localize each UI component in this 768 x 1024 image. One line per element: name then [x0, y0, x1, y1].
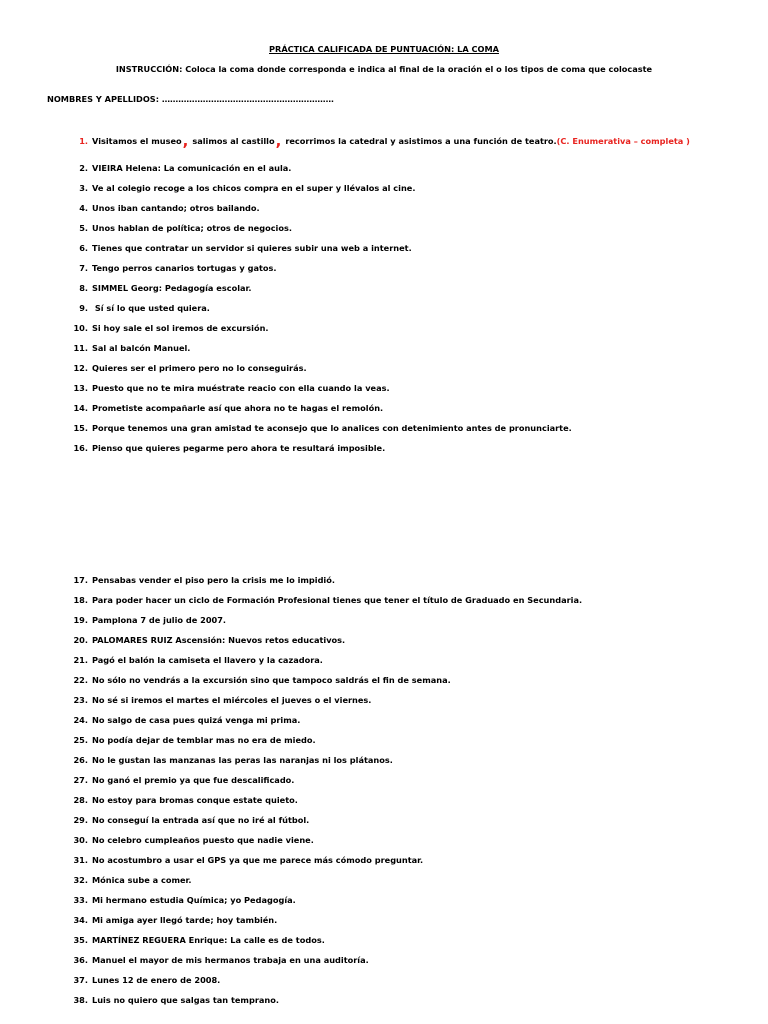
exercise-number: 2.	[79, 163, 88, 173]
exercise-sentence: Puesto que no te mira muéstrate reacio con ella cuando la veas.	[92, 383, 390, 393]
exercise-sentence: Pensabas vender el piso pero la crisis me lo impidió.	[92, 575, 335, 585]
exercise-sentence: Unos iban cantando; otros bailando.	[92, 203, 260, 213]
exercise-number: 27.	[73, 775, 88, 785]
exercise-item	[72, 615, 226, 625]
exercise-sentence: No salgo de casa pues quizá venga mi prima.	[92, 715, 301, 725]
exercise-sentence: Mi hermano estudia Química; yo Pedagogía.	[92, 895, 296, 905]
exercise-number: 19.	[73, 615, 88, 625]
exercise-number: 23.	[73, 695, 88, 705]
exercise-item	[72, 755, 393, 765]
example-answer: (C. Enumerativa – completa )	[556, 136, 690, 146]
exercise-number: 3.	[79, 183, 88, 193]
exercise-sentence: Si hoy sale el sol iremos de excursión.	[92, 323, 269, 333]
exercise-item	[72, 995, 279, 1005]
exercise-item	[72, 343, 190, 353]
exercise-sentence: No le gustan las manzanas las peras las naranjas ni los plátanos.	[92, 755, 393, 765]
exercise-item	[72, 303, 210, 313]
exercise-sentence: Sal al balcón Manuel.	[92, 343, 191, 353]
exercise-item	[72, 935, 325, 945]
exercise-sentence: Tengo perros canarios tortugas y gatos.	[92, 263, 277, 273]
exercise-item	[72, 635, 345, 645]
inserted-comma-2: ,	[275, 132, 282, 150]
exercise-number: 32.	[73, 875, 88, 885]
exercise-number: 16.	[73, 443, 88, 453]
exercise-item	[72, 163, 291, 173]
exercise-item	[72, 735, 316, 745]
example-segment-3: recorrimos la catedral y asistimos a una función de teatro.	[285, 136, 557, 146]
page-title: PRÁCTICA CALIFICADA DE PUNTUACIÓN: LA COMA	[269, 44, 499, 54]
exercise-sentence: Ve al colegio recoge a los chicos compra en el super y llévalos al cine.	[92, 183, 416, 193]
exercise-sentence: Sí sí lo que usted quiera.	[92, 303, 210, 313]
exercise-sentence: PALOMARES RUIZ Ascensión: Nuevos retos educativos.	[92, 635, 346, 645]
exercise-sentence: VIEIRA Helena: La comunicación en el aula.	[92, 163, 292, 173]
exercise-sentence: Luis no quiero que salgas tan temprano.	[92, 995, 279, 1005]
exercise-number: 28.	[73, 795, 88, 805]
exercise-number: 37.	[73, 975, 88, 985]
exercise-item	[72, 675, 451, 685]
exercise-sentence: Pamplona 7 de julio de 2007.	[92, 615, 227, 625]
exercise-number: 12.	[73, 363, 88, 373]
exercise-item	[72, 855, 423, 865]
exercise-item	[72, 223, 292, 233]
exercise-number: 17.	[73, 575, 88, 585]
exercise-number: 22.	[73, 675, 88, 685]
exercise-number: 7.	[79, 263, 88, 273]
exercise-item	[72, 895, 296, 905]
exercise-number: 4.	[79, 203, 88, 213]
exercise-item	[72, 243, 412, 253]
exercise-number: 13.	[73, 383, 88, 393]
inserted-comma-1: ,	[182, 132, 189, 150]
exercise-item	[72, 655, 323, 665]
exercise-item	[72, 403, 383, 413]
exercise-item	[72, 443, 385, 453]
exercise-sentence: Pienso que quieres pegarme pero ahora te resultará imposible.	[92, 443, 386, 453]
exercise-item	[72, 835, 314, 845]
exercise-number: 31.	[73, 855, 88, 865]
exercise-number: 26.	[73, 755, 88, 765]
exercise-sentence: Mi amiga ayer llegó tarde; hoy también.	[92, 915, 278, 925]
exercise-number: 15.	[73, 423, 88, 433]
example-item	[72, 132, 690, 150]
exercise-sentence: No acostumbro a usar el GPS ya que me parece más cómodo preguntar.	[92, 855, 424, 865]
exercise-number: 33.	[73, 895, 88, 905]
exercise-item	[72, 323, 269, 333]
exercise-item	[72, 363, 307, 373]
example-segment-2: salimos al castillo	[192, 136, 275, 146]
exercise-item	[72, 383, 390, 393]
exercise-item	[72, 715, 300, 725]
exercise-item	[72, 695, 371, 705]
exercise-sentence: No conseguí la entrada así que no iré al fútbol.	[92, 815, 310, 825]
exercise-sentence: MARTÍNEZ REGUERA Enrique: La calle es de todos.	[92, 935, 325, 945]
exercise-sentence: Lunes 12 de enero de 2008.	[92, 975, 221, 985]
exercise-number: 29.	[73, 815, 88, 825]
exercise-number: 18.	[73, 595, 88, 605]
exercise-number: 6.	[79, 243, 88, 253]
exercise-sentence: Unos hablan de política; otros de negocios.	[92, 223, 292, 233]
exercise-sentence: Pagó el balón la camiseta el llavero y la cazadora.	[92, 655, 323, 665]
exercise-item	[72, 875, 192, 885]
exercise-item	[72, 183, 415, 193]
exercise-number: 8.	[79, 283, 88, 293]
example-segment-1: Visitamos el museo	[92, 136, 182, 146]
exercise-sentence: Porque tenemos una gran amistad te aconsejo que lo analices con detenimiento antes de pronunciarte.	[92, 423, 572, 433]
exercise-item	[72, 575, 335, 585]
exercise-sentence: SIMMEL Georg: Pedagogía escolar.	[92, 283, 252, 293]
exercise-item	[72, 595, 582, 605]
exercise-number: 36.	[73, 955, 88, 965]
exercise-sentence: Mónica sube a comer.	[92, 875, 192, 885]
exercise-sentence: Prometiste acompañarle así que ahora no te hagas el remolón.	[92, 403, 384, 413]
exercise-sentence: Tienes que contratar un servidor si quieres subir una web a internet.	[92, 243, 412, 253]
exercise-item	[72, 975, 220, 985]
exercise-number: 20.	[73, 635, 88, 645]
exercise-number: 24.	[73, 715, 88, 725]
exercise-number: 11.	[73, 343, 88, 353]
exercise-item	[72, 423, 572, 433]
exercise-sentence: No estoy para bromas conque estate quieto.	[92, 795, 298, 805]
exercise-sentence: No sé si iremos el martes el miércoles el jueves o el viernes.	[92, 695, 372, 705]
exercise-sentence: Para poder hacer un ciclo de Formación Profesional tienes que tener el título de Graduado en Secundaria.	[92, 595, 583, 605]
exercise-item	[72, 263, 277, 273]
exercise-sentence: No celebro cumpleaños puesto que nadie viene.	[92, 835, 314, 845]
exercise-sentence: No sólo no vendrás a la excursión sino que tampoco saldrás el fin de semana.	[92, 675, 451, 685]
instruction-text: INSTRUCCIÓN: Coloca la coma donde corresponda e indica al final de la oración el o los tipos de coma que colocaste	[115, 64, 653, 74]
exercise-sentence: Manuel el mayor de mis hermanos trabaja en una auditoría.	[92, 955, 369, 965]
exercise-number: 35.	[73, 935, 88, 945]
exercise-number: 10.	[73, 323, 88, 333]
example-number: 1.	[79, 136, 88, 146]
exercise-number: 34.	[73, 915, 88, 925]
exercise-sentence: No podía dejar de temblar mas no era de miedo.	[92, 735, 316, 745]
exercise-number: 14.	[73, 403, 88, 413]
exercise-number: 21.	[73, 655, 88, 665]
exercise-item	[72, 203, 260, 213]
exercise-item	[72, 775, 294, 785]
exercise-sentence: No ganó el premio ya que fue descalificado.	[92, 775, 295, 785]
exercise-item	[72, 795, 298, 805]
exercise-item	[72, 955, 369, 965]
exercise-number: 30.	[73, 835, 88, 845]
exercise-item	[72, 915, 277, 925]
exercise-number: 9.	[79, 303, 88, 313]
names-field-label: NOMBRES Y APELLIDOS: ………………………………………………………	[47, 94, 334, 104]
exercise-sentence: Quieres ser el primero pero no lo conseguirás.	[92, 363, 307, 373]
exercise-number: 38.	[73, 995, 88, 1005]
exercise-item	[72, 283, 252, 293]
exercise-item	[72, 815, 309, 825]
exercise-number: 25.	[73, 735, 88, 745]
exercise-number: 5.	[79, 223, 88, 233]
